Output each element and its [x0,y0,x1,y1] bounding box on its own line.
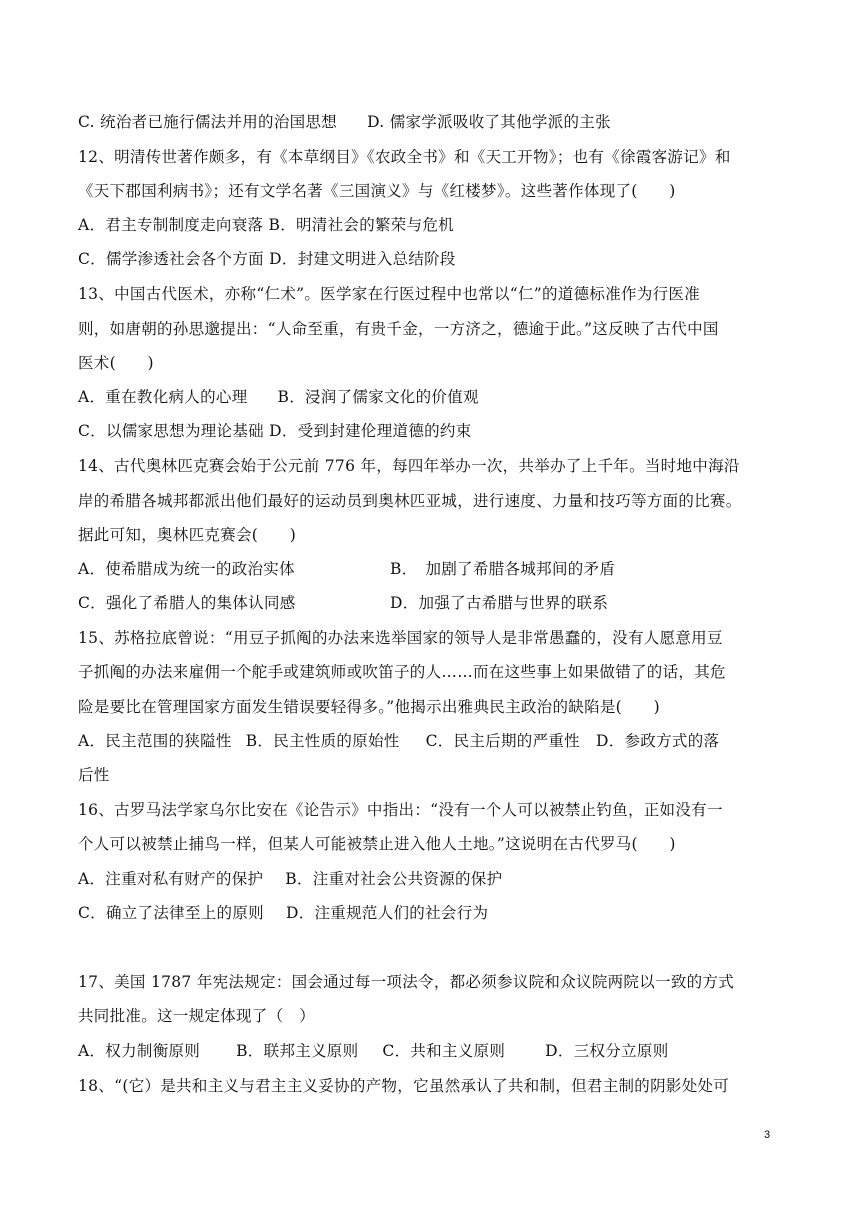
q17-option-d: D．三权分立原则 [545,1042,669,1060]
q17-option-a: A．权力制衡原则 [78,1042,201,1060]
q15-stem-line2: 子抓阄的办法来雇佣一个舵手或建筑师或吹笛子的人……而在这些事上如果做错了的话，其危 [78,663,726,681]
q16-stem-line2: 个人可以被禁止捕鸟一样，但某人可能被禁止进入他人土地。”这说明在古代罗马( ) [78,835,676,853]
q18-stem-line1: 18、“(它）是共和主义与君主主义妥协的产物，它虽然承认了共和制，但君主制的阴影处处可 [78,1077,730,1095]
q14-option-d: D．加强了古希腊与世界的联系 [390,594,609,612]
q12-stem-line1: 12、明清传世著作颇多，有《本草纲目》《农政全书》和《天工开物》；也有《徐霞客游记》和 [78,148,731,166]
q17-options [78,1041,800,1061]
q15-option-d: D．参政方式的落 [595,732,720,750]
q16-stem-line1: 16、古罗马法学家乌尔比安在《论告示》中指出：“没有一个人可以被禁止钓鱼，正如没有一 [78,801,723,819]
page-number: 3 [764,1129,771,1141]
q13-stem-line1: 13、中国古代医术，亦称“仁术”。医学家在行医过程中也常以“仁”的道德标准作为行医准 [78,285,701,303]
q12-options-ab: A．君主专制制度走向衰落 B．明清社会的繁荣与危机 [78,216,455,234]
q16-options-ab [78,869,800,889]
q12-options-cd: C．儒学渗透社会各个方面 D．封建文明进入总结阶段 [78,250,456,268]
q11-option-d: D. 儒家学派吸收了其他学派的主张 [367,113,611,131]
q12-stem-line2: 《天下郡国利病书》；还有文学名著《三国演义》与《红楼梦》。这些著作体现了( ) [78,182,676,200]
q13-options-cd: C．以儒家思想为理论基础 D．受到封建伦理道德的约束 [78,422,472,440]
q14-option-a: A．使希腊成为统一的政治实体 [78,560,295,578]
q11-option-c: C. 统治者已施行儒法并用的治国思想 [78,113,338,131]
q13-option-b: B．浸润了儒家文化的价值观 [277,388,479,406]
q13-stem-line2: 则，如唐朝的孙思邈提出：“人命至重，有贵千金，一方济之，德逾于此。”这反映了古代中国 [78,320,719,338]
q17-stem-line2: 共同批准。这一规定体现了（ ） [78,1007,316,1025]
q15-stem-line3: 险是要比在管理国家方面发生错误要轻得多。”他揭示出雅典民主政治的缺陷是( ) [78,698,660,716]
q14-options-cd [78,593,800,613]
q14-stem-line2: 岸的希腊各城邦都派出他们最好的运动员到奥林匹亚城，进行速度、力量和技巧等方面的比赛。 [78,492,742,510]
q15-option-a: A．民主范围的狭隘性 [78,732,232,750]
q17-stem-line1: 17、美国 1787 年宪法规定：国会通过每一项法令，都必须参议院和众议院两院以一致的方式 [78,973,735,991]
q14-option-b: B． 加剧了希腊各城邦间的矛盾 [390,560,616,578]
q13-options-ab [78,387,800,407]
q14-stem-line3: 据此可知，奥林匹克赛会( ) [78,526,297,544]
q15-option-b: B．民主性质的原始性 [245,732,400,750]
q14-option-c: C．强化了希腊人的集体认同感 [78,594,296,612]
q14-stem-line1: 14、古代奥林匹克赛会始于公元前 776 年，每四年举办一次，共举办了上千年。当时地中海沿 [78,457,740,475]
q17-option-b: B．联邦主义原则 [236,1042,359,1060]
q16-option-b: B．注重对社会公共资源的保护 [285,870,503,888]
q16-option-c: C．确立了法律至上的原则 [78,904,264,922]
q16-options-cd [78,903,800,923]
q16-option-d: D．注重规范人们的社会行为 [285,904,489,922]
q14-options-ab [78,559,800,579]
q15-option-c: C．民主后期的严重性 [425,732,580,750]
q15-options [78,731,800,751]
q15-stem-line1: 15、苏格拉底曾说：“用豆子抓阄的办法来选举国家的领导人是非常愚蠢的，没有人愿意用豆 [78,629,723,647]
q15-option-d-cont: 后性 [78,766,110,784]
q13-stem-line3: 医术( ) [78,354,154,372]
q17-option-c: C．共和主义原则 [382,1042,506,1060]
q16-option-a: A．注重对私有财产的保护 [78,870,264,888]
q13-option-a: A．重在教化病人的心理 [78,388,248,406]
q11-options-cd [78,112,800,132]
